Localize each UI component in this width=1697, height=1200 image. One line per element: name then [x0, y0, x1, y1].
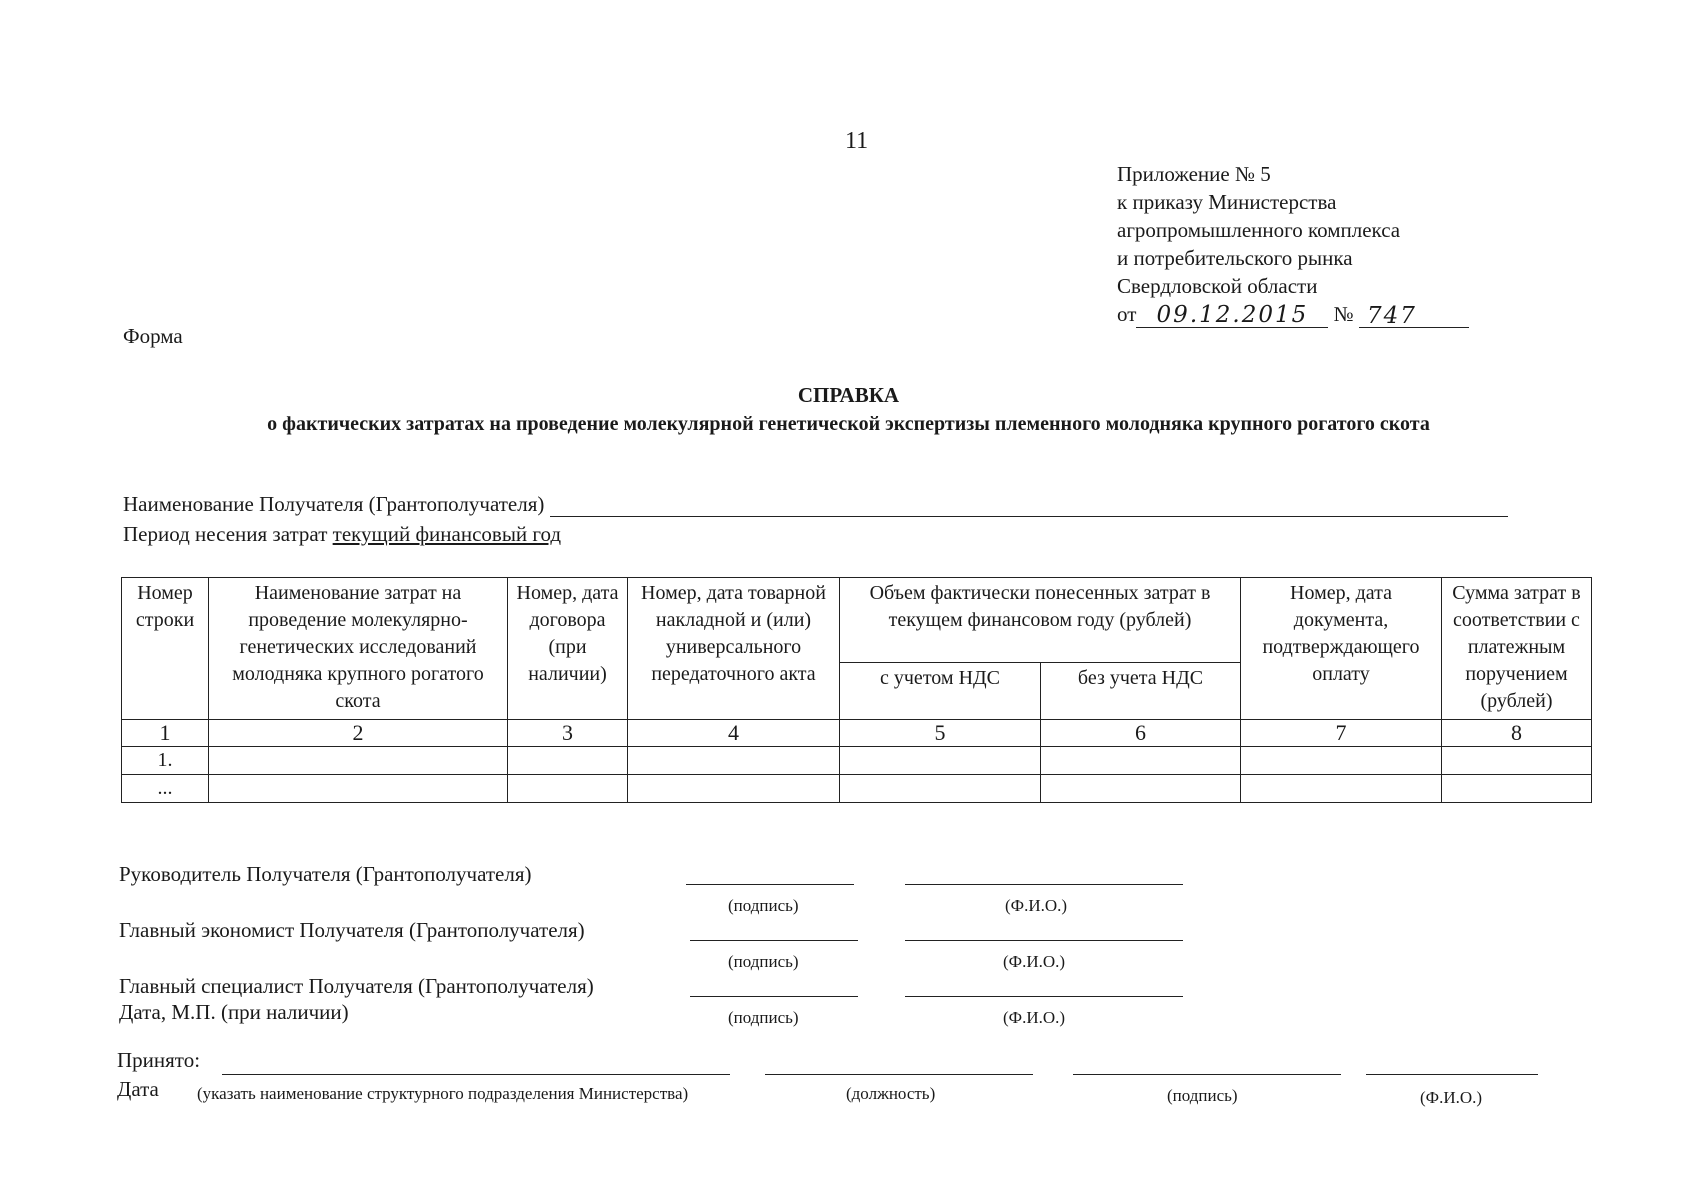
order-from-label: от — [1117, 302, 1137, 326]
column-number: 2 — [209, 720, 508, 747]
table-cell[interactable] — [628, 747, 840, 775]
date-stamp-label: Дата, М.П. (при наличии) — [119, 1000, 349, 1024]
column-number: 5 — [840, 720, 1041, 747]
table-cell[interactable] — [508, 775, 628, 803]
accepted-signature-caption: (подпись) — [1167, 1086, 1238, 1105]
table-cell[interactable] — [1041, 747, 1241, 775]
table-cell[interactable] — [628, 775, 840, 803]
header-cost-name: Наименование затрат на проведение молекулярно-генетических исследований молодняка крупного рогатого скота — [209, 578, 508, 720]
column-number: 3 — [508, 720, 628, 747]
column-number: 8 — [1442, 720, 1592, 747]
appendix-line-4: и потребительского рынка — [1117, 246, 1353, 270]
economist-fio-line[interactable] — [905, 940, 1183, 941]
accepted-fio-caption: (Ф.И.О.) — [1420, 1088, 1483, 1107]
recipient-field — [123, 492, 1508, 517]
accepted-fio-line[interactable] — [1366, 1074, 1538, 1075]
recipient-label: Наименование Получателя (Грантополучателя) — [123, 492, 545, 516]
table-cell[interactable] — [209, 747, 508, 775]
appendix-line-1: Приложение № 5 — [1117, 162, 1271, 186]
table-cell[interactable] — [1041, 775, 1241, 803]
column-number: 1 — [122, 720, 209, 747]
position-caption: (должность) — [846, 1084, 936, 1103]
order-date-number-line — [1117, 300, 1469, 328]
economist-signature-line[interactable] — [690, 940, 858, 941]
table-cell[interactable] — [840, 775, 1041, 803]
economist-signature-label: Главный экономист Получателя (Грантополучателя) — [119, 918, 585, 942]
specialist-signature-caption: (подпись) — [728, 1008, 799, 1027]
document-subtitle: о фактических затратах на проведение молекулярной генетической экспертизы племенного молодняка крупного рогатого скота — [267, 413, 1430, 435]
recipient-fill-line[interactable] — [550, 494, 1508, 517]
column-numbers-row — [122, 720, 1592, 747]
appendix-line-2: к приказу Министерства — [1117, 190, 1337, 214]
appendix-block — [1117, 160, 1469, 328]
column-number: 7 — [1241, 720, 1442, 747]
header-contract: Номер, дата договора (при наличии) — [508, 578, 628, 720]
specialist-signature-line[interactable] — [690, 996, 858, 997]
head-signature-line[interactable] — [686, 884, 854, 885]
table-cell[interactable] — [1442, 775, 1592, 803]
header-payment-document: Номер, дата документа, подтверждающего оплату — [1241, 578, 1442, 720]
economist-fio-caption: (Ф.И.О.) — [1003, 952, 1066, 971]
order-number-handwritten: 747 — [1366, 303, 1417, 329]
department-line[interactable] — [222, 1074, 730, 1075]
position-line[interactable] — [765, 1074, 1033, 1075]
accepted-label: Принято: — [117, 1048, 201, 1072]
column-number: 4 — [628, 720, 840, 747]
head-signature-caption: (подпись) — [728, 896, 799, 915]
economist-signature-caption: (подпись) — [728, 952, 799, 971]
column-number: 6 — [1041, 720, 1241, 747]
order-date-handwritten: 09.12.2015 — [1156, 302, 1309, 328]
table-row — [122, 747, 1592, 775]
table-cell[interactable] — [1442, 747, 1592, 775]
table-row — [122, 775, 1592, 803]
head-fio-line[interactable] — [905, 884, 1183, 885]
specialist-signature-label: Главный специалист Получателя (Грантополучателя) — [119, 974, 594, 998]
document-title: СПРАВКА — [797, 383, 900, 407]
header-without-vat: без учета НДС — [1041, 663, 1241, 720]
header-actual-costs: Объем фактически понесенных затрат в текущем финансовом году (рублей) — [840, 578, 1241, 663]
header-row-number: Номер строки — [122, 578, 209, 720]
costs-table — [121, 577, 1592, 803]
order-number-label: № — [1333, 302, 1354, 326]
period-value: текущий финансовый год — [332, 522, 562, 546]
department-caption: (указать наименование структурного подразделения Министерства) — [197, 1084, 689, 1103]
table-cell[interactable] — [1241, 747, 1442, 775]
accepted-signature-line[interactable] — [1073, 1074, 1341, 1075]
appendix-line-5: Свердловской области — [1117, 274, 1318, 298]
period-field — [123, 522, 561, 547]
header-payment-sum: Сумма затрат в соответствии с платежным поручением (рублей) — [1442, 578, 1592, 720]
appendix-line-3: агропромышленного комплекса — [1117, 218, 1401, 242]
period-label: Период несения затрат — [123, 522, 328, 546]
table-cell[interactable] — [840, 747, 1041, 775]
page-number: 11 — [845, 128, 869, 154]
table-cell[interactable] — [209, 775, 508, 803]
table-cell[interactable] — [508, 747, 628, 775]
row-number-cell: 1. — [122, 747, 209, 775]
form-label: Форма — [123, 324, 183, 348]
header-invoice: Номер, дата товарной накладной и (или) универсального передаточного акта — [628, 578, 840, 720]
table-cell[interactable] — [1241, 775, 1442, 803]
specialist-fio-caption: (Ф.И.О.) — [1003, 1008, 1066, 1027]
header-with-vat: с учетом НДС — [840, 663, 1041, 720]
row-number-cell: ... — [122, 775, 209, 803]
head-fio-caption: (Ф.И.О.) — [1005, 896, 1068, 915]
accepted-date-label: Дата — [117, 1077, 159, 1101]
specialist-fio-line[interactable] — [905, 996, 1183, 997]
head-signature-label: Руководитель Получателя (Грантополучателя) — [119, 862, 532, 886]
